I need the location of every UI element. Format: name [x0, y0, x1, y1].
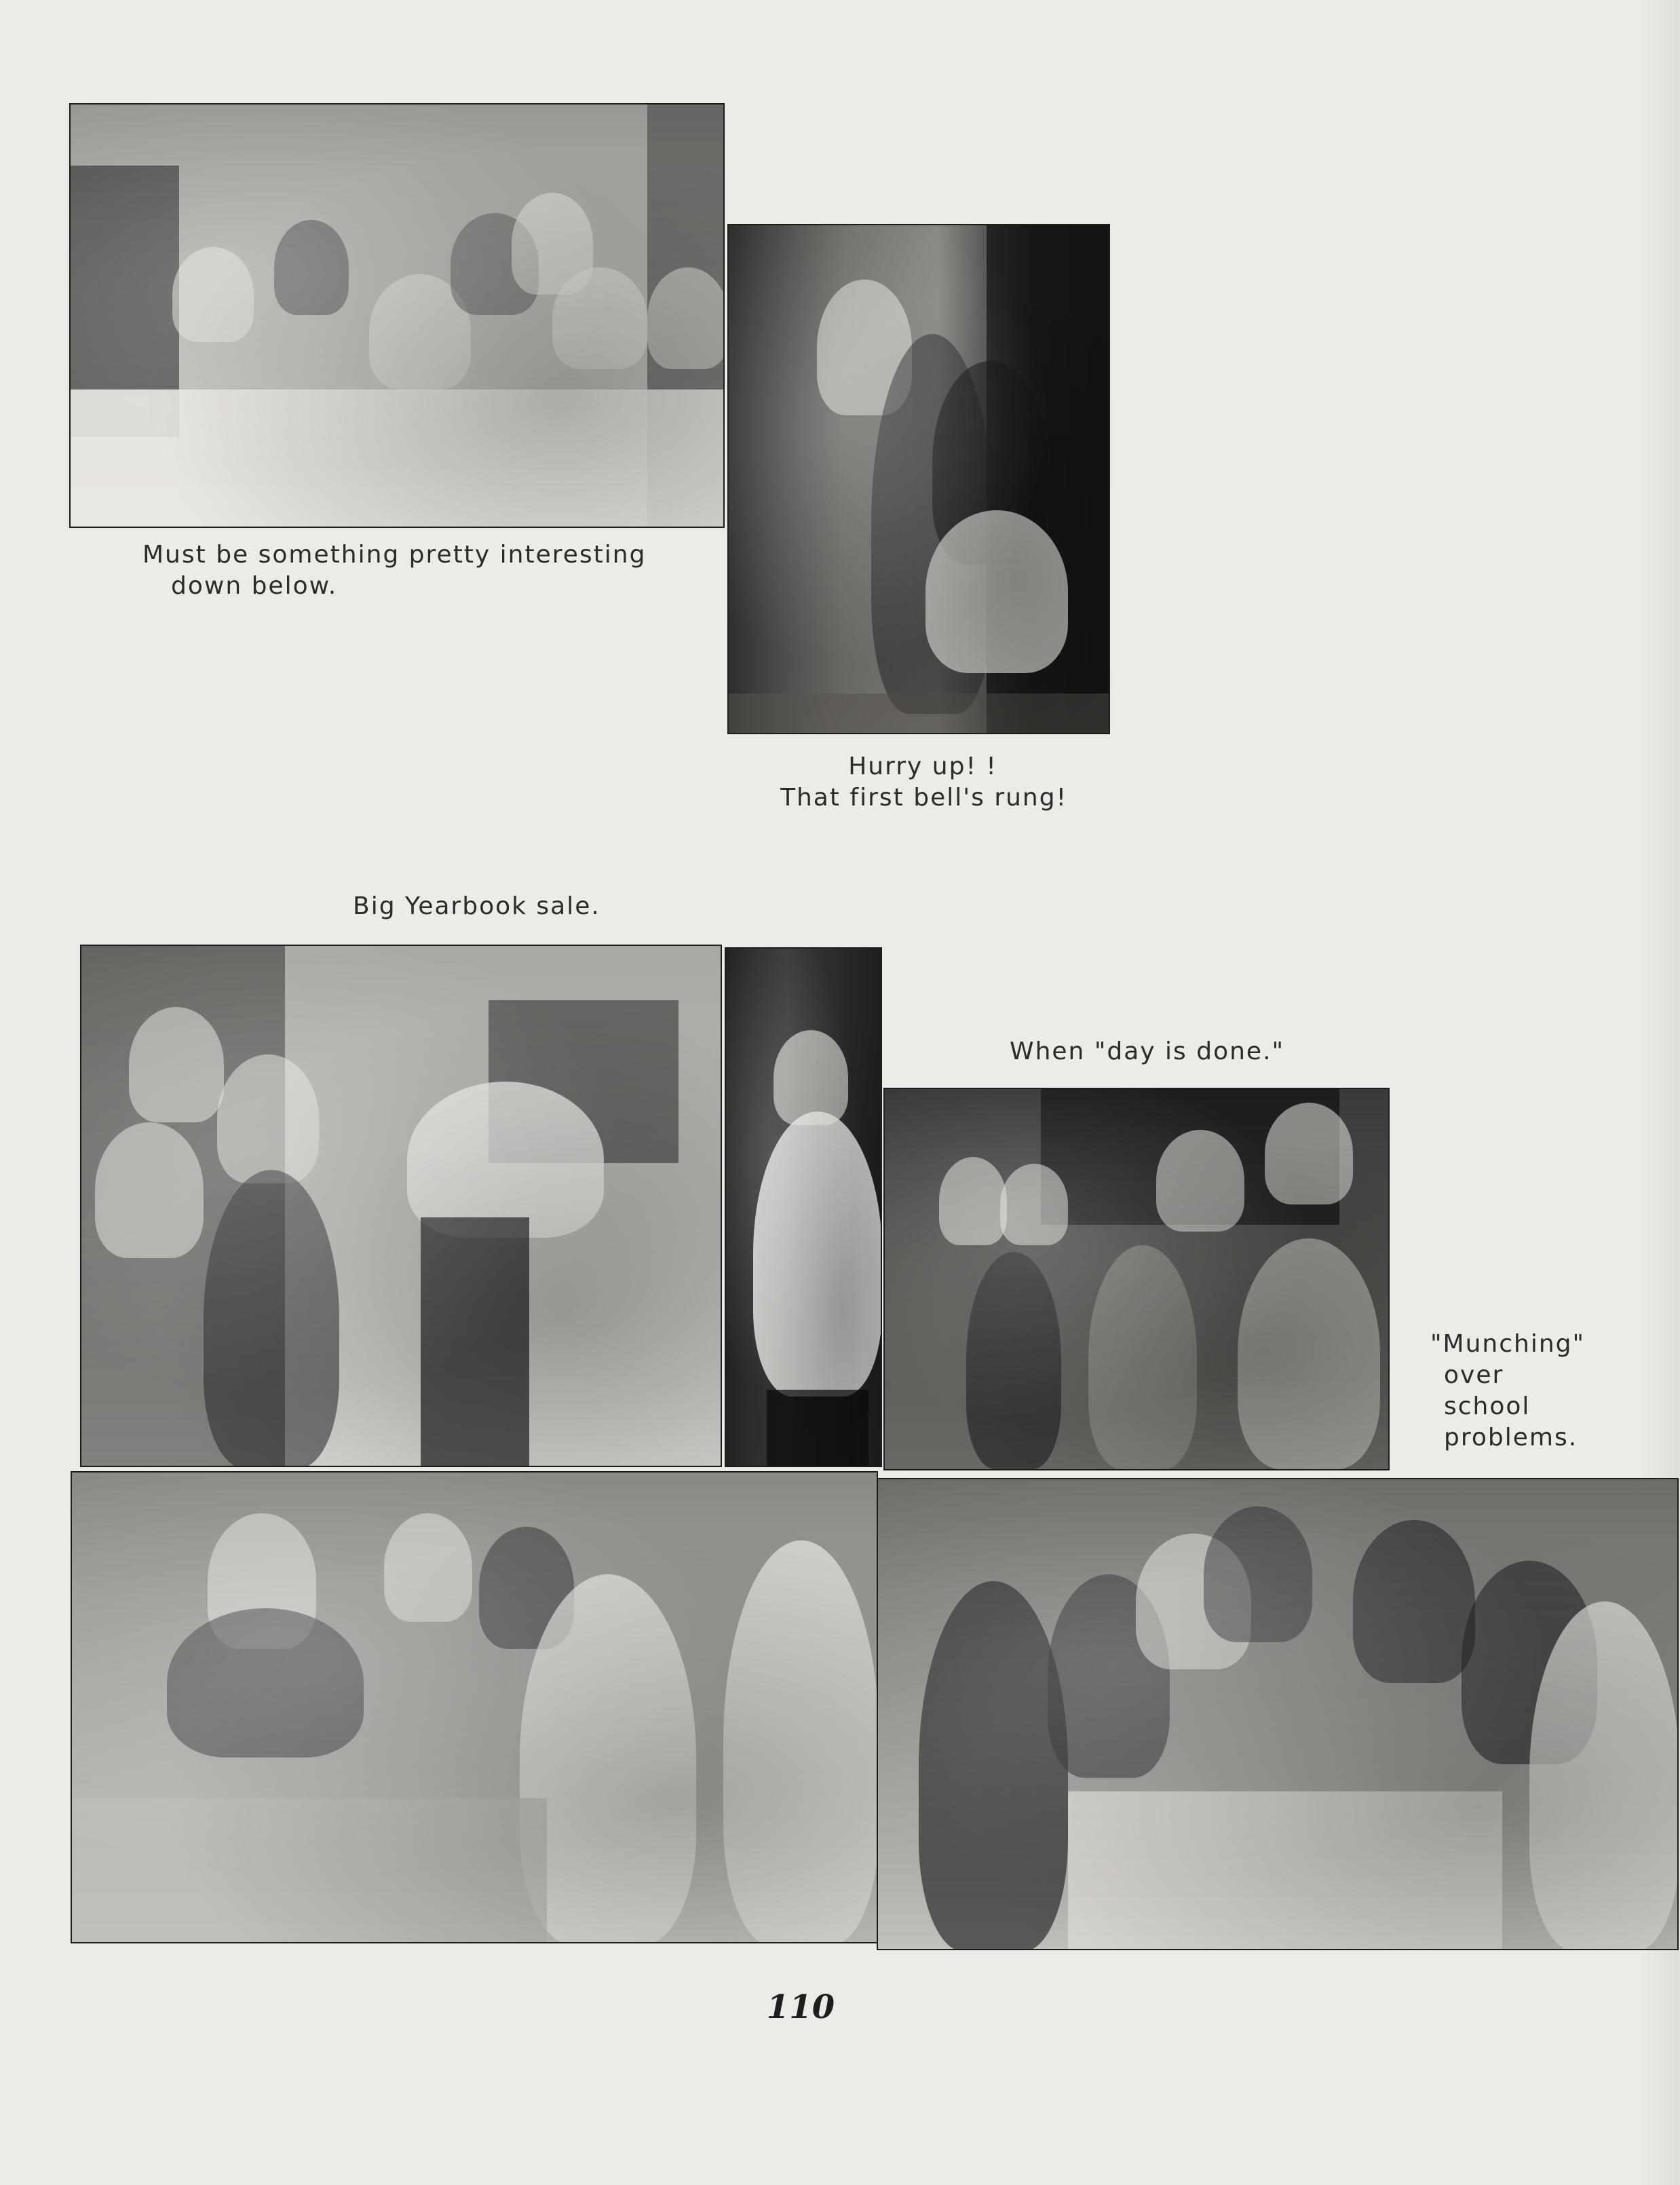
caption-munching-line-3: school	[1444, 1392, 1531, 1420]
photo-lunch-table	[877, 1478, 1679, 1950]
photo-yearbook-sale	[80, 945, 722, 1467]
photo-balcony-students	[69, 103, 725, 528]
caption-munching-line-2: over	[1444, 1361, 1504, 1389]
caption-balcony	[142, 539, 646, 602]
caption-hurry-line-1: Hurry up! !	[848, 753, 997, 780]
photo-cafeteria-line	[71, 1471, 878, 1943]
photo-hurry-doorway	[727, 224, 1110, 734]
caption-hurry	[780, 751, 1068, 814]
photo-boy-doorway	[725, 947, 882, 1467]
page-number: 110	[766, 1988, 835, 2026]
caption-balcony-line-1: Must be something pretty interesting	[142, 541, 647, 569]
caption-munching-line-4: problems.	[1444, 1424, 1578, 1451]
caption-hurry-line-2: That first bell's rung!	[780, 784, 1068, 812]
caption-day-done: When "day is done."	[1010, 1038, 1285, 1065]
photo-day-done	[883, 1088, 1390, 1470]
caption-munching-line-1: "Munching"	[1430, 1330, 1586, 1358]
caption-munching	[1430, 1329, 1585, 1454]
caption-balcony-line-2: down below.	[171, 572, 338, 600]
caption-yearbook: Big Yearbook sale.	[353, 892, 600, 920]
